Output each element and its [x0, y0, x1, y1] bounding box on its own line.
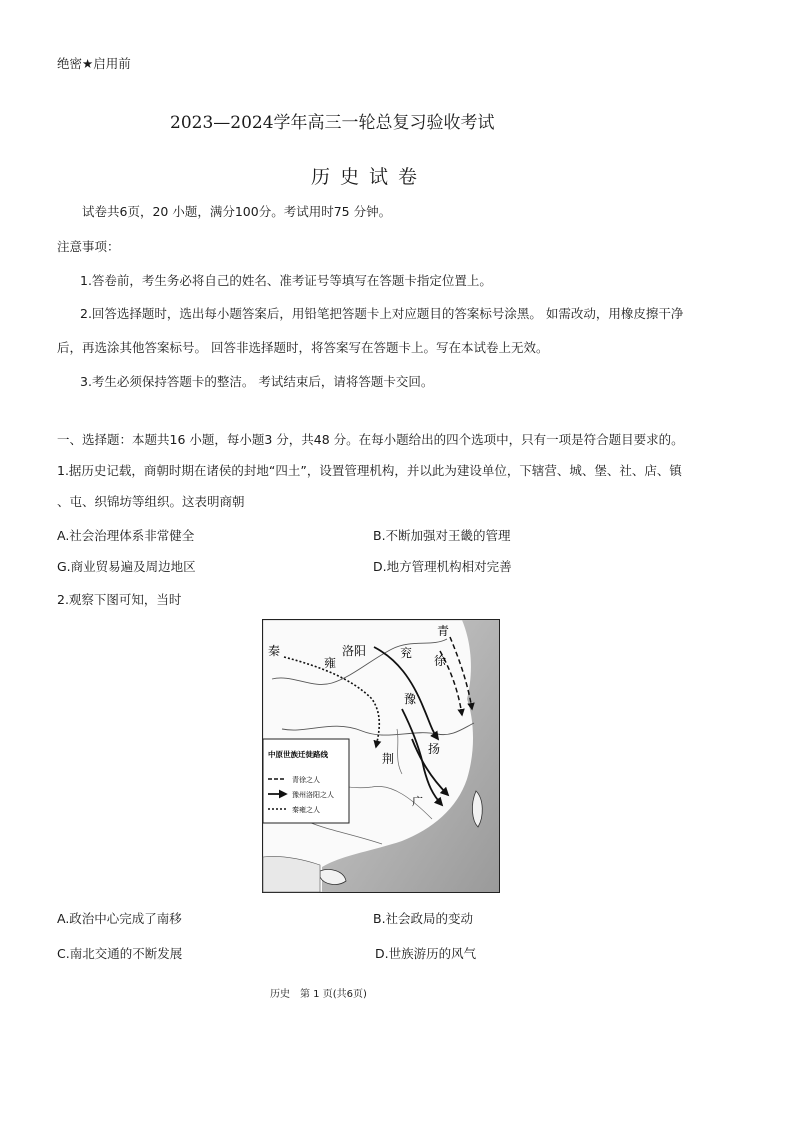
map-label-jing: 荆: [382, 752, 395, 766]
q2-stem: 2.观察下图可知，当时: [57, 592, 182, 607]
legend-item-qing-xu: 青徐之人: [292, 776, 320, 784]
map-label-qing: 青: [437, 624, 450, 638]
q1-stem-line-1: 1.据历史记载，商朝时期在诸侯的封地“四土”，设置管理机构，并以此为建设单位，下辖营、城、堡、社、店、镇: [57, 463, 682, 478]
exam-intro: 试卷共6页，20 小题，满分100分。考试用时75 分钟。: [82, 204, 392, 219]
q2-option-c: C.南北交通的不断发展: [57, 946, 183, 961]
notice-heading: 注意事项：: [57, 239, 120, 254]
q2-option-a: A.政治中心完成了南移: [57, 911, 182, 926]
q1-option-a: A.社会治理体系非常健全: [57, 528, 195, 543]
migration-map: [262, 619, 500, 893]
q1-option-c: G.商业贸易遍及周边地区: [57, 559, 196, 574]
q1-option-b: B.不断加强对王畿的管理: [373, 528, 511, 543]
section-1-heading: 一、选择题：本题共16 小题，每小题3 分，共48 分。在每小题给出的四个选项中，只有一项是符合题目要求的。: [57, 432, 684, 447]
map-label-xu: 徐: [434, 654, 447, 668]
q2-option-d: D.世族游历的风气: [375, 946, 477, 961]
notice-item-1: 1.答卷前，考生务必将自己的姓名、准考证号等填写在答题卡指定位置上。: [80, 273, 492, 288]
q1-option-d: D.地方管理机构相对完善: [373, 559, 512, 574]
page-footer: 历史 第 1 页(共6页): [270, 989, 367, 1000]
map-label-yong: 雍: [324, 656, 337, 670]
map-label-guang: 广: [412, 795, 423, 808]
map-label-luoyang: 洛阳: [342, 644, 367, 658]
map-label-yang: 扬: [428, 742, 441, 756]
legend-title: 中原世族迁徙路线: [268, 750, 328, 759]
map-label-yu: 豫: [404, 692, 417, 706]
notice-item-2-line-2: 后，再选涂其他答案标号。 回答非选择题时，将答案写在答题卡上。写在本试卷上无效。: [57, 340, 549, 355]
notice-item-3: 3.考生必须保持答题卡的整洁。 考试结束后，请将答题卡交回。: [80, 374, 434, 389]
q1-stem-line-2: 、屯、织锦坊等组织。这表明商朝: [57, 494, 245, 509]
map-label-qin: 秦: [268, 644, 281, 658]
q2-option-b: B.社会政局的变动: [373, 911, 474, 926]
map-label-yan: 兖: [400, 646, 413, 660]
confidential-label: 绝密★启用前: [57, 56, 131, 71]
subject-title: 历史试卷: [311, 166, 428, 188]
notice-item-2-line-1: 2.回答选择题时，选出每小题答案后，用铅笔把答题卡上对应题目的答案标号涂黑。 如需改动，用橡皮擦干净: [80, 306, 684, 321]
legend-item-qin-yong: 秦雍之人: [292, 806, 320, 814]
legend-item-luoyang: 豫州洛阳之人: [292, 791, 334, 799]
exam-title: 2023—2024学年高三一轮总复习验收考试: [170, 113, 495, 133]
